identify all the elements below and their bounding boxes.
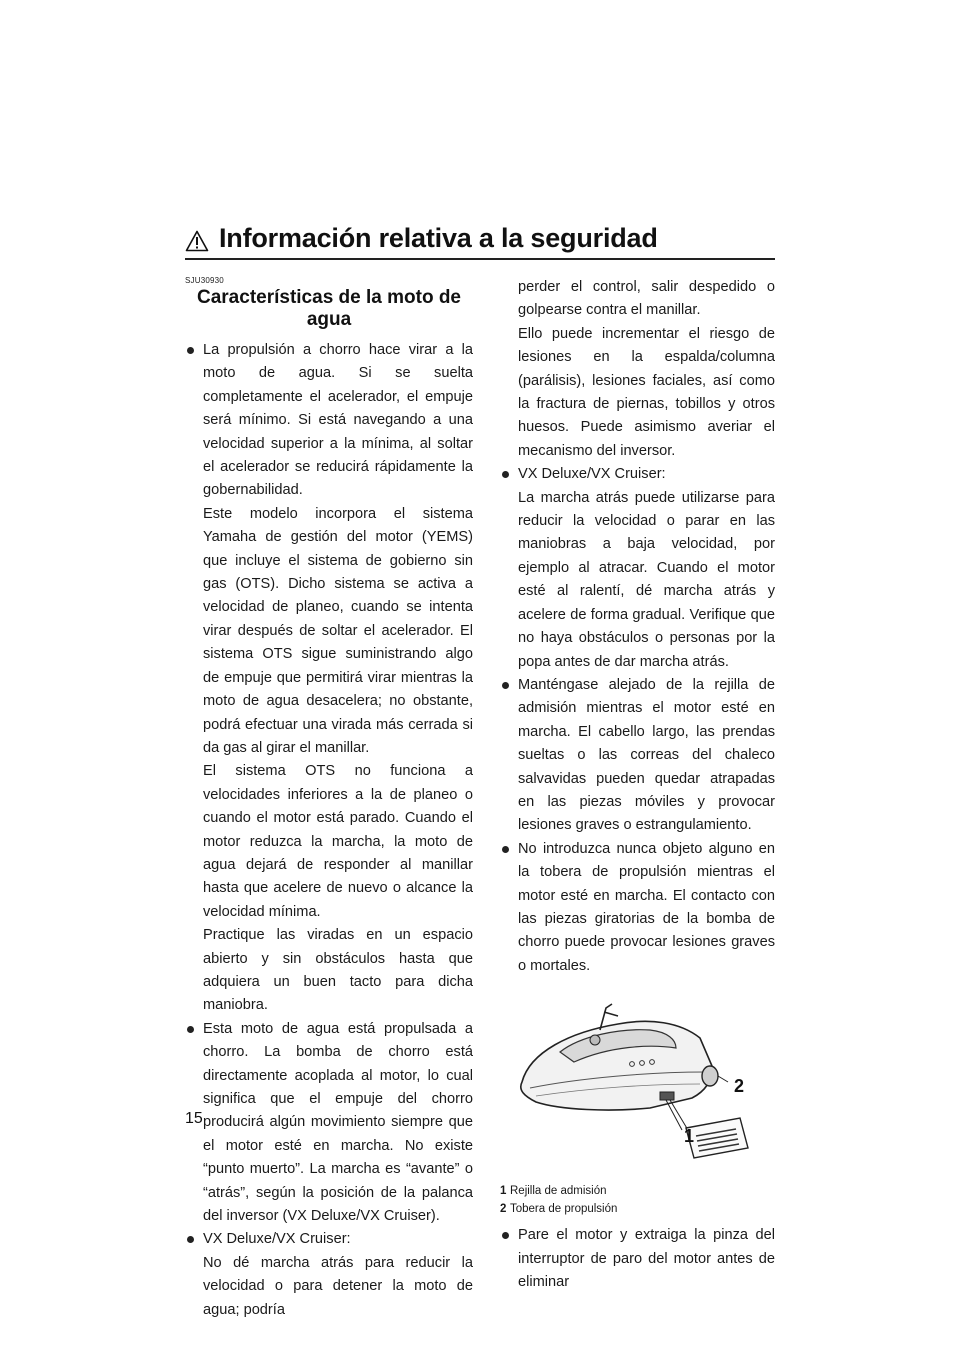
bullet-item: [500, 1224, 775, 1294]
header-title: Información relativa a la seguridad: [219, 223, 658, 253]
page-number: 15: [185, 1110, 203, 1127]
gauge-circle: [590, 1035, 600, 1045]
caption-number: 2: [500, 1203, 507, 1216]
page-header: [185, 222, 775, 262]
left-column: [185, 276, 473, 1322]
bullet-dot-icon: [187, 1236, 194, 1243]
bullet-dot-icon: [502, 682, 509, 689]
paragraph: No dé marcha atrás para reducir la velocidad o para detener la moto de agua; podría: [203, 1254, 473, 1318]
bullet-item: [500, 674, 775, 838]
bullet-item: [500, 838, 775, 978]
paragraph: Pare el motor y extraiga la pinza del interruptor de paro del motor antes de eliminar: [518, 1227, 775, 1290]
intake-grate-shape: [660, 1092, 674, 1100]
bullet-dot-icon: [502, 471, 509, 478]
bullet-dot-icon: [187, 347, 194, 354]
caption-number: 1: [500, 1185, 507, 1198]
warning-triangle-icon: [185, 230, 209, 252]
paragraph: El sistema OTS no funciona a velocidades inferiores a la de planeo o cuando el motor está parado. Cuando el motor reduzca la marcha, la moto de agua dejará de responder al manillar hasta que acelere de nuevo o alcance la velocidad mínima.: [203, 763, 473, 920]
bullet-item: [185, 339, 473, 1018]
paragraph: VX Deluxe/VX Cruiser:: [518, 466, 666, 483]
bullet-item: [185, 1018, 473, 1229]
callout-2: 2: [734, 1076, 745, 1097]
paragraph: Ello puede incrementar el riesgo de lesiones en la espalda/columna (parálisis), lesiones faciales, así como la fractura de piernas, tobillos y otros huesos. Puede asimismo averiar el mecanismo del inversor.: [518, 325, 775, 459]
bullet-dot-icon: [187, 1026, 194, 1033]
header-rule: [185, 258, 775, 260]
leader-line: [666, 1100, 682, 1130]
caption-text: Tobera de propulsión: [510, 1203, 618, 1216]
paragraph: VX Deluxe/VX Cruiser:: [203, 1231, 351, 1248]
paragraph: No introduzca nunca objeto alguno en la tobera de propulsión mientras el motor esté en marcha. El contacto con las piezas giratorias de la bomba de chorro puede provocar lesiones graves o mortales.: [518, 840, 775, 974]
paragraph: La marcha atrás puede utilizarse para reducir la velocidad o parar en las maniobras a baja velocidad, por ejemplo al atracar. Cuando el motor esté al ralentí, dé marcha atrás y acelere de forma gradual. Verifique que no haya obstáculos o personas por la popa antes de dar marcha atrás.: [518, 489, 775, 670]
watercraft-figure: [500, 980, 775, 1180]
section-code: SJU30930: [185, 276, 224, 285]
callout-1: 1: [684, 1126, 695, 1147]
leader-line: [718, 1076, 728, 1082]
paragraph: Este modelo incorpora el sistema Yamaha de gestión del motor (YEMS) que incluye el sistema de gobierno sin gas (OTS). Dicho sistema se activa a velocidad de planeo, cuando se intenta virar después de soltar el acelerador. El sistema OTS sigue suministrando algo de empuje que permitirá virar mientras la moto de agua desacelera; no obstante, podrá efectuar una virada más cerrada si da gas al girar el manillar.: [203, 505, 473, 756]
paragraph: Practique las viradas en un espacio abierto y sin obstáculos hasta que adquiera un buen tacto para dicha maniobra.: [203, 927, 473, 1014]
right-column: [500, 276, 775, 1294]
caption-item: [500, 1182, 775, 1200]
paragraph: Manténgase alejado de la rejilla de admisión mientras el motor esté en marcha. El cabello largo, las prendas sueltas o las correas del chaleco salvavidas pueden quedar atrapadas en las piezas móviles y provocar lesiones graves o estrangulamiento.: [518, 676, 775, 834]
bullet-item: [500, 463, 775, 674]
figure-captions: [500, 1182, 775, 1218]
paragraph: La propulsión a chorro hace virar a la moto de agua. Si se suelta completamente el acelerador, el empuje será mínimo. Si está navegando a una velocidad superior a la mínima, al soltar el acelerador se reducirá rápidamente la gobernabilidad.: [203, 342, 473, 499]
bullet-dot-icon: [502, 1232, 509, 1239]
section-title: Características de la moto de agua: [197, 287, 461, 330]
paragraph: perder el control, salir despedido o golpearse contra el manillar.: [518, 279, 775, 319]
bullet-dot-icon: [502, 846, 509, 853]
caption-text: Rejilla de admisión: [510, 1185, 607, 1198]
jet-nozzle-shape: [702, 1066, 718, 1086]
paragraph: Esta moto de agua está propulsada a chorro. La bomba de chorro está directamente acoplada al motor, lo cual significa que el empuje del chorro producirá algún movimiento siempre que el motor esté en marcha. No existe “punto muerto”. La marcha es “avante” o “atrás”, según la posición de la palanca del inversor (VX Deluxe/VX Cruiser).: [203, 1020, 473, 1225]
bullet-item: [185, 1228, 473, 1322]
watercraft-illustration: [500, 980, 775, 1180]
caption-item: [500, 1200, 775, 1218]
